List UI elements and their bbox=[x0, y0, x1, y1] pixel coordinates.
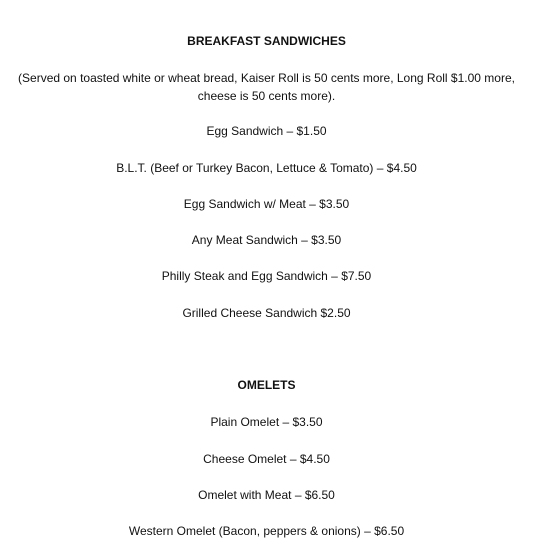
menu-item: Western Omelet (Bacon, peppers & onions) – $6.50 bbox=[128, 524, 405, 538]
menu-item: B.L.T. (Beef or Turkey Bacon, Lettuce & Tomato) – $4.50 bbox=[116, 161, 417, 175]
menu-item: Grilled Cheese Sandwich $2.50 bbox=[182, 306, 351, 320]
menu-item: Philly Steak and Egg Sandwich – $7.50 bbox=[161, 269, 372, 283]
section-note-line-2: cheese is 50 cents more). bbox=[197, 89, 336, 103]
menu-item: Egg Sandwich w/ Meat – $3.50 bbox=[183, 197, 350, 211]
section-note-line-1: (Served on toasted white or wheat bread, Kaiser Roll is 50 cents more, Long Roll $1.00 more, bbox=[18, 71, 515, 85]
menu-item: Egg Sandwich – $1.50 bbox=[206, 124, 327, 138]
section-heading-breakfast-sandwiches: BREAKFAST SANDWICHES bbox=[187, 34, 346, 48]
menu-item: Any Meat Sandwich – $3.50 bbox=[191, 233, 342, 247]
menu-item: Plain Omelet – $3.50 bbox=[210, 415, 323, 429]
section-heading-omelets: OMELETS bbox=[237, 378, 296, 392]
menu-item: Omelet with Meat – $6.50 bbox=[198, 488, 335, 502]
menu-item: Cheese Omelet – $4.50 bbox=[203, 452, 330, 466]
